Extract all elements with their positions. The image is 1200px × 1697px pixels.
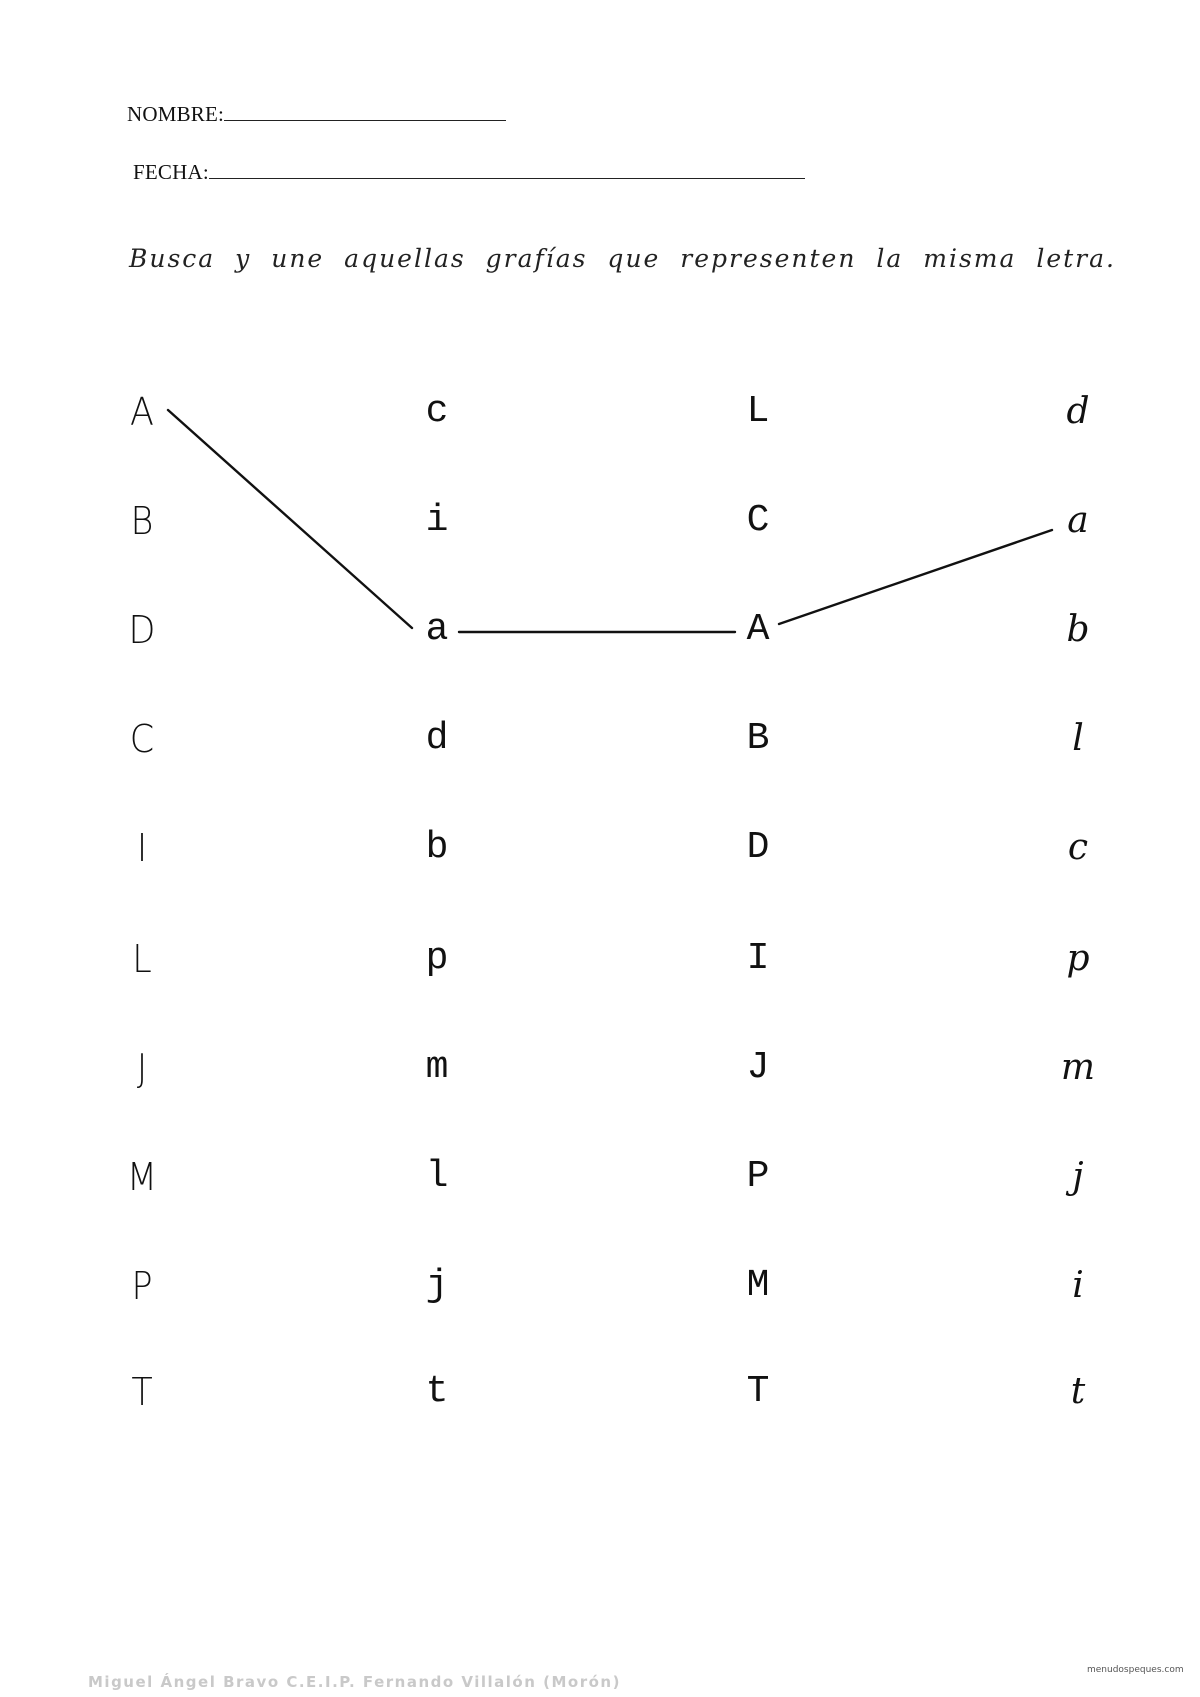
connection-line-1 bbox=[168, 410, 412, 628]
letter-col3-row9[interactable]: M bbox=[746, 1264, 770, 1307]
letter-col4-row6[interactable]: p bbox=[1066, 938, 1090, 979]
letter-col2-row4[interactable]: d bbox=[425, 717, 449, 760]
letter-col4-row9[interactable]: i bbox=[1072, 1265, 1084, 1306]
connection-line-3 bbox=[779, 530, 1052, 624]
letter-col2-row2[interactable]: i bbox=[425, 499, 449, 542]
letter-col3-row8[interactable]: P bbox=[746, 1155, 770, 1198]
letter-col2-row3[interactable]: a bbox=[425, 608, 449, 651]
letter-col1-row6[interactable]: L bbox=[132, 937, 152, 981]
footer-credit: Miguel Ángel Bravo C.E.I.P. Fernando Villalón (Morón) bbox=[88, 1673, 621, 1691]
letter-col2-row9[interactable]: j bbox=[425, 1264, 449, 1307]
letter-col2-row10[interactable]: t bbox=[425, 1370, 449, 1413]
letter-col3-row3[interactable]: A bbox=[746, 608, 770, 651]
letter-col1-row10[interactable]: T bbox=[131, 1370, 153, 1414]
letter-col1-row1[interactable]: A bbox=[130, 390, 154, 434]
name-label: NOMBRE: bbox=[127, 102, 225, 126]
letter-col2-row1[interactable]: c bbox=[425, 390, 449, 433]
letter-col2-row8[interactable]: l bbox=[425, 1155, 449, 1198]
letter-col3-row5[interactable]: D bbox=[746, 826, 770, 869]
instruction-text: Busca y une aquellas grafías que representen la misma letra. bbox=[129, 244, 1116, 273]
letter-col1-row2[interactable]: B bbox=[130, 499, 154, 543]
footer-site: menudospeques.com bbox=[1087, 1665, 1184, 1675]
letter-col1-row9[interactable]: P bbox=[131, 1264, 153, 1308]
letter-col1-row3[interactable]: D bbox=[128, 608, 156, 652]
letter-col3-row4[interactable]: B bbox=[746, 717, 770, 760]
letter-col4-row4[interactable]: l bbox=[1072, 718, 1084, 759]
letter-col3-row2[interactable]: C bbox=[746, 499, 770, 542]
letter-col3-row1[interactable]: L bbox=[746, 390, 770, 433]
letter-col3-row10[interactable]: T bbox=[746, 1370, 770, 1413]
letter-col1-row8[interactable]: M bbox=[126, 1155, 158, 1199]
letter-col2-row6[interactable]: p bbox=[425, 937, 449, 980]
letter-col3-row6[interactable]: I bbox=[746, 937, 770, 980]
letter-col4-row2[interactable]: a bbox=[1067, 500, 1089, 541]
letter-col4-row8[interactable]: j bbox=[1072, 1156, 1084, 1197]
letter-col4-row7[interactable]: m bbox=[1060, 1047, 1096, 1088]
letter-col1-row5[interactable]: I bbox=[136, 826, 148, 870]
letter-col1-row7[interactable]: J bbox=[136, 1046, 148, 1090]
letter-col4-row10[interactable]: t bbox=[1070, 1371, 1086, 1412]
letter-col2-row7[interactable]: m bbox=[425, 1046, 449, 1089]
letter-col4-row5[interactable]: c bbox=[1067, 827, 1089, 868]
letter-col4-row1[interactable]: d bbox=[1066, 391, 1090, 432]
date-label: FECHA: bbox=[133, 160, 209, 184]
letter-col4-row3[interactable]: b bbox=[1066, 609, 1090, 650]
letter-col2-row5[interactable]: b bbox=[425, 826, 449, 869]
letter-col1-row4[interactable]: C bbox=[129, 717, 155, 761]
letter-col3-row7[interactable]: J bbox=[746, 1046, 770, 1089]
